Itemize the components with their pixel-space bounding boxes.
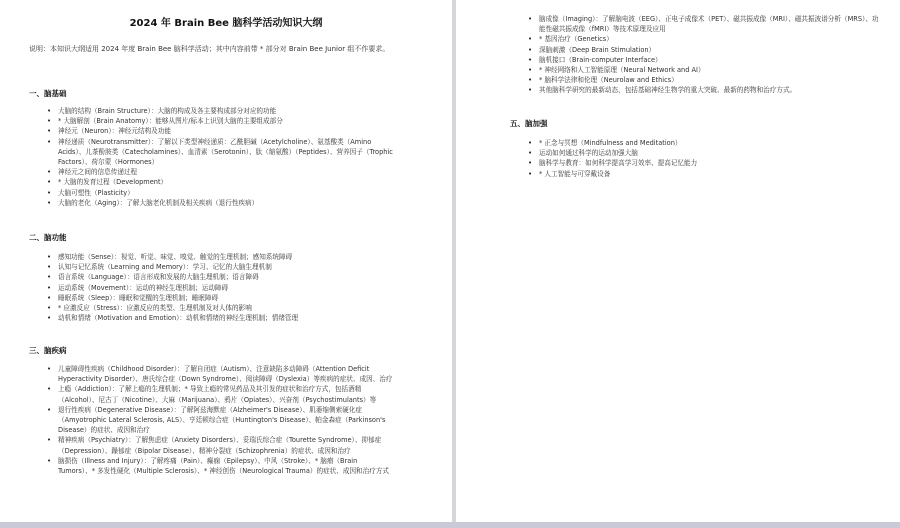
- section-heading-functions: 二、脑功能: [29, 233, 67, 242]
- document-title: 2024 年 Brain Bee 脑科学活动知识大纲: [129, 18, 323, 29]
- document-intro: 说明：本知识大纲适用 2024 年度 Brain Bee 脑科学活动；其中内容前带 * 部分对 Brain Bee Junior 组不作要求。: [29, 45, 390, 53]
- section-list-diseases: [58, 364, 393, 476]
- list-item: • 深脑刺激（Deep Brain Stimulation）: [539, 45, 879, 55]
- list-item: • * 基因治疗（Genetics）: [539, 34, 879, 44]
- list-item: • 大脑可塑性（Plasticity）: [58, 188, 393, 198]
- section-list-basics: [58, 106, 393, 208]
- list-item: • 动机和情绪（Motivation and Emotion）：动机和情绪的神经生理机制；情绪管理: [58, 313, 393, 323]
- list-item: • * 应激反应（Stress）：应激反应的类型、生理机制及对人体的影响: [58, 303, 393, 313]
- section-heading-basics: 一、脑基础: [29, 89, 67, 98]
- list-item: • 神经递质（Neurotransmitter）：了解以下类型神经递质：乙酰胆碱（Acetylcholine）、氨基酸类（Amino Acids）、儿茶酚胺类（Catecholamines）、血清素（Serotonin）、肽（缩氨酸）（Peptides）、营养因子（Trophic Factors）、荷尔蒙（Hormones）: [58, 137, 393, 168]
- list-item: • 运动如何通过科学的运动加强大脑: [539, 148, 839, 158]
- section-heading-diseases: 三、脑疾病: [29, 346, 67, 355]
- list-item: • 精神疾病（Psychiatry）：了解焦虑症（Anxiety Disorders）、妥瑞氏综合症（Tourette Syndrome）、抑郁症（Depression）、躁郁症（Bipolar Disease）、精神分裂症（Schizophrenia）的症状、成因和治疗: [58, 435, 393, 455]
- section-list-enhancement: [539, 138, 839, 179]
- list-item: • 大脑的老化（Aging）：了解大脑老化机制及相关疾病（退行性疾病）: [58, 198, 393, 208]
- list-item: • 神经元（Neuron）：神经元结构及功能: [58, 126, 393, 136]
- list-item: • 睡眠系统（Sleep）：睡眠和觉醒的生理机制；睡眠障碍: [58, 293, 393, 303]
- list-item: • 运动系统（Movement）：运动的神经生理机制；运动障碍: [58, 283, 393, 293]
- list-item: • 脑科学与教育：如何科学提高学习效率、提高记忆能力: [539, 158, 839, 168]
- list-item: • 退行性疾病（Degenerative Disease）：了解阿兹海默症（Alzheimer's Disease）、肌萎缩侧索硬化症（Amyotrophic Lateral Sclerosis, ALS）、亨廷顿综合症（Huntington's Disease）、帕金森症（Parkinson's Disease）的症状、成因和治疗: [58, 405, 393, 436]
- list-item: • * 大脑的发育过程（Development）: [58, 177, 393, 187]
- list-item: • 认知与记忆系统（Learning and Memory）：学习、记忆的大脑生理机制: [58, 262, 393, 272]
- list-item: • 儿童障碍性疾病（Childhood Disorder）：了解自闭症（Autism）、注意缺陷多动障碍（Attention Deficit Hyperactivity Disorder）、唐氏综合症（Down Syndrome）、阅读障碍（Dyslexia）等疾病的症状、成因、治疗: [58, 364, 393, 384]
- list-item: • * 人工智能与可穿戴设备: [539, 169, 839, 179]
- list-item: • * 大脑解剖（Brain Anatomy）：能够从图片/标本上识别大脑的主要组成部分: [58, 116, 393, 126]
- list-item: • 上瘾（Addiction）：了解上瘾的生理机制；* 导致上瘾的常见药品及其引发的症状和治疗方式，包括酒精（Alcohol）、尼古丁（Nicotine）、大麻（Marijuana）、鸦片（Opiates）、兴奋剂（Psychostimulants）等: [58, 384, 393, 404]
- list-item: • 其他脑科学研究的最新动态，包括基础神经生物学的重大突破、最新的药物和治疗方式。: [539, 85, 879, 95]
- list-item: • 感知功能（Sense）：视觉、听觉、味觉、嗅觉、触觉的生理机制；感知系统障碍: [58, 252, 393, 262]
- list-item: • 神经元之间的信息传递过程: [58, 167, 393, 177]
- list-item: • * 正念与冥想（Mindfulness and Meditation）: [539, 138, 839, 148]
- section-list-functions: [58, 252, 393, 323]
- list-item: • 大脑的结构（Brain Structure）：大脑的构成及各主要构成部分对应的功能: [58, 106, 393, 116]
- horizontal-scrollbar[interactable]: [0, 522, 900, 528]
- list-item: • 语言系统（Language）：语言形成和发展的大脑生理机制；语言障碍: [58, 272, 393, 282]
- list-item: • * 神经网络和人工智能原理（Neural Network and AI）: [539, 65, 879, 75]
- list-item: • 脑损伤（Illness and Injury）：了解疼痛（Pain）、癫痫（Epilepsy）、中风（Stroke）、* 脑瘤（Brain Tumors）、* 多发性硬化（Multiple Sclerosis）、* 神经创伤（Neurological Trauma）的症状、成因和治疗方式: [58, 456, 393, 476]
- section-heading-enhancement: 五、脑加强: [510, 119, 548, 128]
- list-item: • 脑机接口（Brain-computer Interface）: [539, 55, 879, 65]
- list-item: • * 脑科学法律和伦理（Neurolaw and Ethics）: [539, 75, 879, 85]
- list-item: • 脑成像（Imaging）：了解脑电波（EEG）、正电子成像术（PET）、磁共振成像（MRI）、磁共振波谱分析（MRS）、功能性磁共振成像（fMRI）等技术原理及应用: [539, 14, 879, 34]
- section-list-research: [539, 14, 879, 96]
